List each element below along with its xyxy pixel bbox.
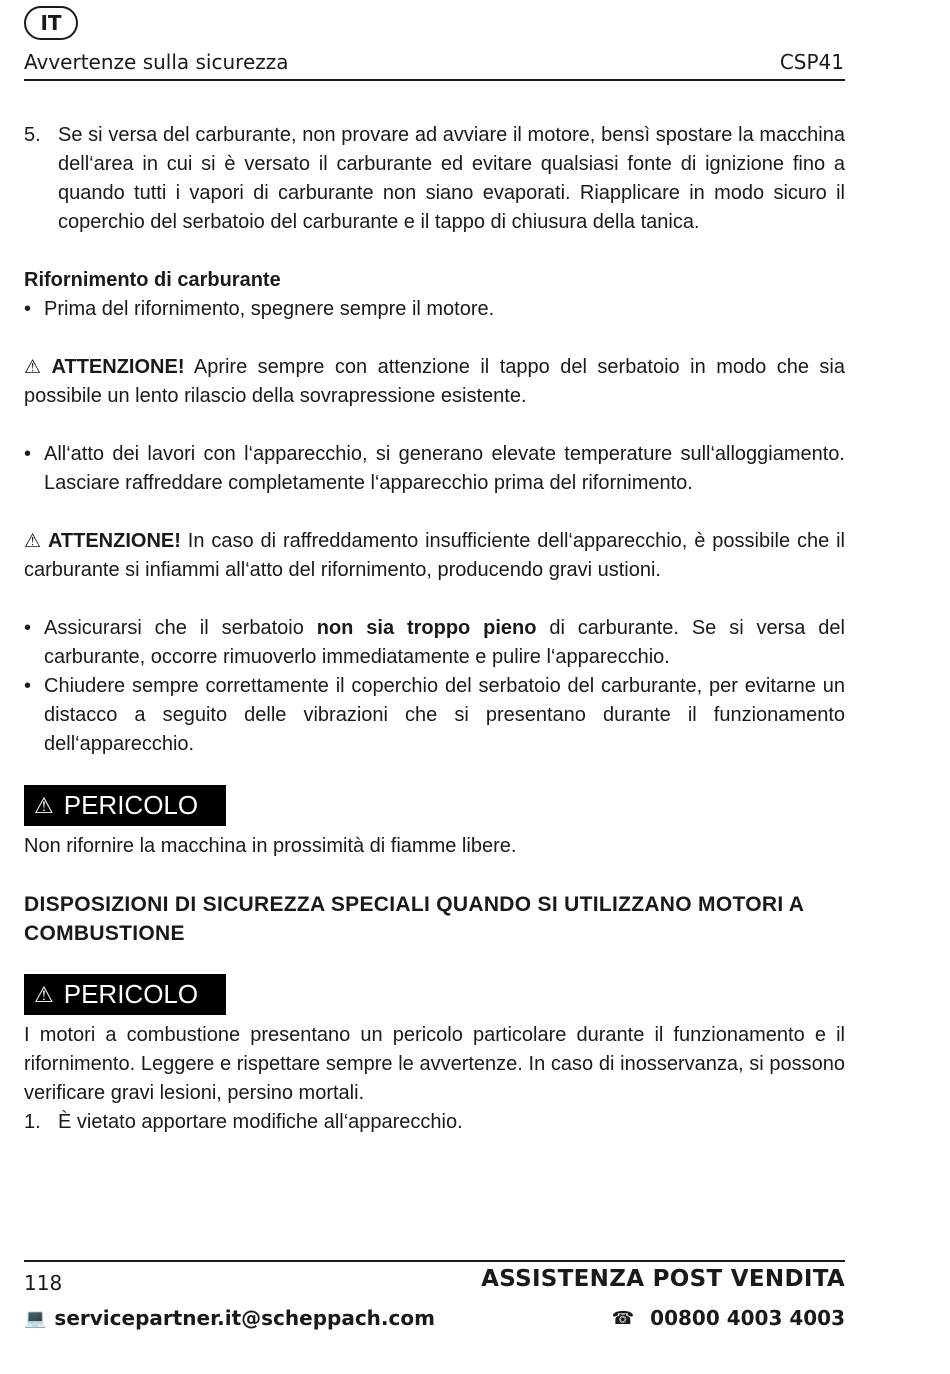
item-text: Se si versa del carburante, non provare ad avviare il motore, bensì spostare la macchina dell‘area in cui si è versato il carburante ed evitare qualsiasi fonte di ignizione fino a quando tutti i vapori di carburante non siano evaporati. Riapplicare in modo sicuro il coperchio del serbatoio del carburante e il tappo di chiusura della tanica. (58, 124, 845, 233)
page-content (24, 121, 845, 1137)
bullet-dot: • (24, 298, 32, 320)
warning-label: ATTENZIONE! (47, 530, 181, 552)
bullet-item (24, 295, 845, 324)
bullet-text: Chiudere sempre correttamente il coperchio del serbatoio del carburante, per evitarne un distacco a seguito delle vibrazioni che si presentano durante il funzionamento dell‘apparecchio. (44, 675, 845, 755)
numbered-item-5 (24, 121, 845, 237)
warning-label: ATTENZIONE! (51, 356, 185, 378)
item-number: 5. (24, 124, 41, 146)
page-number: 118 (24, 1271, 63, 1295)
footer-email (24, 1306, 435, 1330)
bullet-item (24, 614, 845, 672)
warning-paragraph-2 (24, 527, 845, 585)
service-heading: ASSISTENZA POST VENDITA (481, 1266, 845, 1292)
header-divider (24, 79, 845, 81)
language-badge: IT (24, 6, 78, 40)
item-text: È vietato apportare modifiche all‘apparecchio. (58, 1111, 463, 1133)
bullet-text-bold: non sia troppo pieno (316, 617, 537, 639)
bullet-dot: • (24, 443, 32, 465)
bullet-item (24, 440, 845, 498)
numbered-item-1 (24, 1108, 845, 1137)
bullet-text: Prima del rifornimento, spegnere sempre il motore. (44, 298, 495, 320)
item-number: 1. (24, 1111, 41, 1133)
section-heading: DISPOSIZIONI DI SICUREZZA SPECIALI QUANDO SI UTILIZZANO MOTORI A COMBUSTIONE (24, 893, 804, 945)
danger-label: PERICOLO (63, 790, 199, 820)
danger-banner-1 (24, 785, 226, 826)
bullet-dot: • (24, 675, 32, 697)
warning-triangle-icon: ⚠ (24, 357, 42, 378)
bullet-item (24, 672, 845, 759)
warning-triangle-icon: ⚠ (24, 531, 42, 552)
telephone-icon: ☎ (611, 1307, 635, 1329)
laptop-icon: 💻 (24, 1307, 47, 1329)
bullet-text: All‘atto dei lavori con l‘apparecchio, si generano elevate temperature sull‘alloggiamento. Lasciare raffreddare completamente l‘apparecchio prima del rifornimento. (44, 443, 845, 494)
bullet-dot: • (24, 617, 32, 639)
danger-text-2: I motori a combustione presentano un pericolo particolare durante il funzionamento e il rifornimento. Leggere e rispettare sempre le avvertenze. In caso di inosservanza, si possono verificare gravi lesioni, persino mortali. (24, 1024, 845, 1104)
bullet-text-post: di carburante. Se si versa del carburante, occorre rimuoverlo immediatamente e pulire l‘apparecchio. (44, 617, 845, 668)
warning-text: Aprire sempre con attenzione il tappo del serbatoio in modo che sia possibile un lento rilascio della sovrapressione esistente. (24, 356, 845, 407)
phone-number[interactable]: 00800 4003 4003 (650, 1306, 845, 1330)
footer-divider (24, 1260, 845, 1262)
footer-phone (612, 1306, 845, 1330)
warning-paragraph-1 (24, 353, 845, 411)
bullet-text (44, 614, 845, 672)
danger-label: PERICOLO (63, 979, 199, 1009)
bullet-text-pre: Assicurarsi che il serbatoio (44, 617, 317, 639)
danger-text-1: Non rifornire la macchina in prossimità di fiamme libere. (24, 835, 517, 857)
refuel-heading: Rifornimento di carburante (24, 269, 281, 291)
email-address[interactable]: servicepartner.it@scheppach.com (54, 1306, 435, 1330)
header-model: CSP41 (779, 50, 844, 74)
warning-triangle-icon: ⚠ (34, 982, 54, 1007)
warning-triangle-icon: ⚠ (34, 793, 54, 818)
warning-text: In caso di raffreddamento insufficiente dell‘apparecchio, è possibile che il carburante si infiammi all‘atto del rifornimento, producendo gravi ustioni. (24, 530, 845, 581)
header-title: Avvertenze sulla sicurezza (24, 50, 289, 74)
danger-banner-2 (24, 974, 226, 1015)
